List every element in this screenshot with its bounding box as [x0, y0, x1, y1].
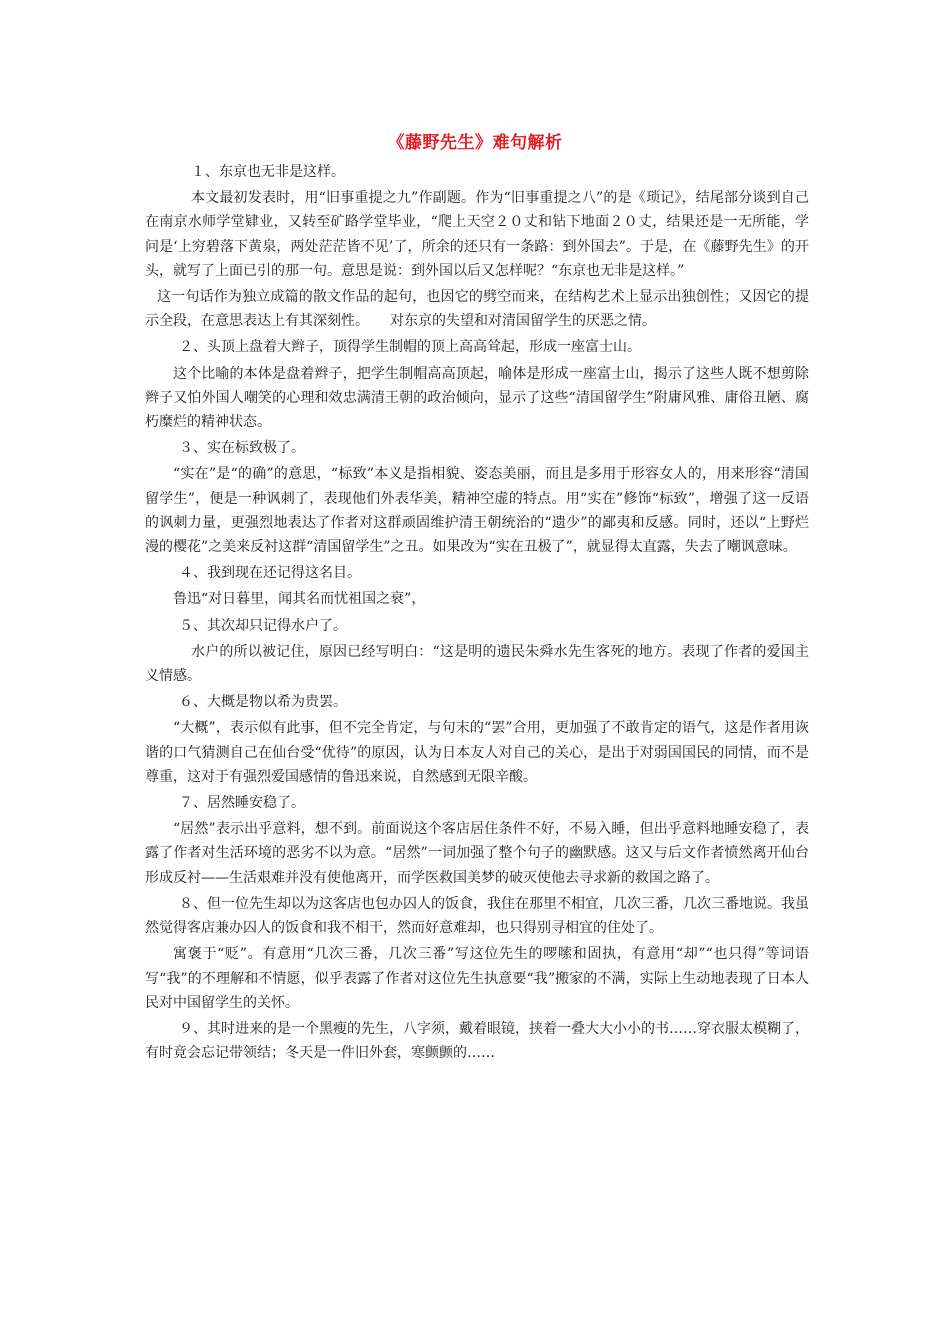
paragraph: ４、我到现在还记得这名目。	[179, 565, 361, 582]
paragraph: 鲁迅“对日暮里，闻其名而忧祖国之衰”，	[173, 591, 426, 608]
paragraph: 这一句话作为独立成篇的散文作品的起句，也因它的劈空而来，在结构艺术上显示出独创性；又因它的提示全段，在意思表达上有其深刻性。 对东京的失望和对清国留学生的厌恶之情。	[145, 289, 809, 330]
document-title: 《藤野先生》难句解析	[387, 133, 563, 153]
paragraph: ７、居然睡安稳了。	[179, 795, 305, 812]
paragraph: 寓褒于“贬”。有意用“几次三番，几次三番”写这位先生的啰嗦和固执，有意用“却”“也只得”等词语写“我”的不理解和不情愿，似乎表露了作者对这位先生执意要“我”搬家的不满，实际上生动地表现了日本人民对中国留学生的关怀。	[145, 946, 809, 1011]
paragraph: ９、其时进来的是一个黑瘦的先生，八字须，戴着眼镜，挟着一叠大大小小的书……穿衣服太模糊了，有时竟会忘记带领结；冬天是一件旧外套，寒颤颤的……	[145, 1020, 809, 1062]
paragraph: ２、头顶上盘着大辫子，顶得学生制帽的顶上高高耸起，形成一座富士山。	[179, 339, 641, 356]
paragraph: ８、但一位先生却以为这客店也包办囚人的饭食，我住在那里不相宜，几次三番，几次三番地说。我虽然觉得客店兼办囚人的饭食和我不相干，然而好意难却，也只得别寻相宜的住处了。	[145, 895, 809, 937]
paragraph: ３、实在标致极了。	[179, 440, 305, 457]
paragraph: 水户的所以被记住，原因已经写明白：“这是明的遗民朱舜水先生客死的地方。表现了作者的爱国主义情感。	[145, 643, 809, 685]
paragraph: １、东京也无非是这样。	[191, 164, 345, 180]
paragraph: 本文最初发表时，用“旧事重提之九”作副题。作为“旧事重提之八”的是《琐记》，结尾部分谈到自己在南京水师学堂肄业，又转至矿路学堂毕业，“爬上天空２０丈和钻下地面２０丈，结果还是一无所能，学问是‘上穷碧落下黄泉，两处茫茫皆不见’了，所余的还只有一条路：到外国去”。于是，在《藤野先生》的开头，就写了上面已引的那一句。意思是说：到外国以后又怎样呢？“东京也无非是这样。”	[145, 190, 809, 279]
paragraph: 这个比喻的本体是盘着辫子，把学生制帽高高顶起，喻体是形成一座富士山，揭示了这些人既不想剪除辫子又怕外国人嘲笑的心理和效忠满清王朝的政治倾向，显示了这些“清国留学生”附庸风雅、庸俗丑陋、腐朽糜烂的精神状态。	[145, 365, 809, 431]
paragraph: ５、其次却只记得水户了。	[179, 617, 347, 634]
paragraph: “居然”表示出乎意料，想不到。前面说这个客店居住条件不好，不易入睡，但出乎意料地睡安稳了，表露了作者对生活环境的恶劣不以为意。“居然”一词加强了整个句子的幽默感。这又与后文作者愤然离开仙台形成反衬——生活艰难并没有使他离开，而学医救国美梦的破灭使他去寻求新的救国之路了。	[145, 821, 809, 886]
paragraph: “大概”，表示似有此事，但不完全肯定，与句末的“罢”合用，更加强了不敢肯定的语气，这是作者用诙谐的口气猜测自己在仙台受“优待”的原因，认为日本友人对自己的关心，是出于对弱国国民的同情，而不是尊重，这对于有强烈爱国感情的鲁迅来说，自然感到无限辛酸。	[145, 720, 809, 785]
paragraph: “实在”是“的确”的意思，“标致”本义是指相貌、姿态美丽，而且是多用于形容女人的，用来形容“清国留学生”，便是一种讽刺了，表现他们外表华美，精神空虚的特点。用“实在”修饰“标致”，增强了这一反语的讽刺力量，更强烈地表达了作者对这群顽固维护清王朝统治的“遗少”的鄙夷和反感。同时，还以“上野烂漫的樱花”之美来反衬这群“清国留学生”之丑。如果改为“实在丑极了”，就显得太直露，失去了嘲讽意味。	[145, 466, 809, 556]
paragraph: ６、大概是物以希为贵罢。	[179, 694, 347, 711]
document-body	[145, 160, 809, 1067]
